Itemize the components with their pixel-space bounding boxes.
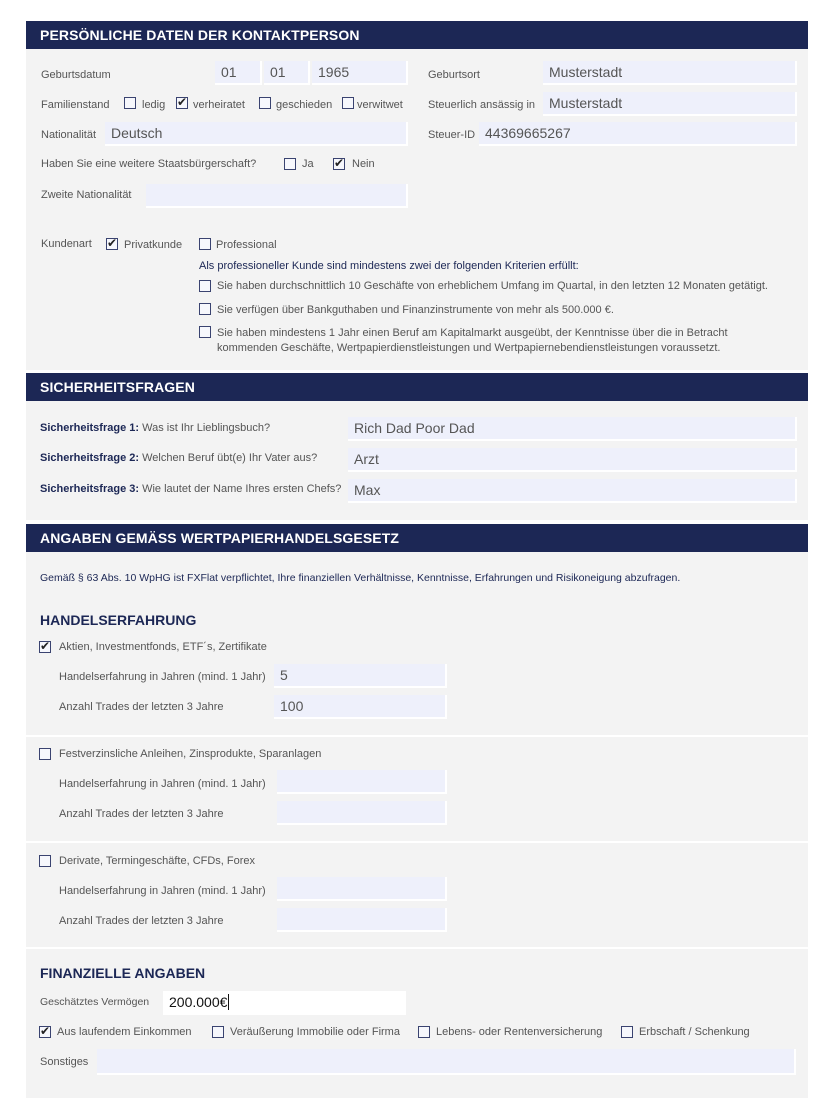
wphg-panel [26,552,808,1098]
marital-geschieden-checkbox[interactable] [259,97,271,109]
criterion-2-text: Sie verfügen über Bankguthaben und Finanzinstrumente von mehr als 500.000 €. [217,304,614,316]
customer-professional-checkbox[interactable] [199,238,211,250]
experience-stocks-checkbox[interactable] [39,641,51,653]
experience-derivatives-years-label: Handelserfahrung in Jahren (mind. 1 Jahr) [59,885,266,897]
section-header-personal: PERSÖNLICHE DATEN DER KONTAKTPERSON [26,21,808,49]
security-question-3 [40,482,341,496]
marital-verheiratet-checkbox[interactable] [176,97,188,109]
second-citizenship-yes-label: Ja [302,158,314,170]
marital-verheiratet-label: verheiratet [193,99,245,111]
source-inheritance-checkbox[interactable] [621,1026,633,1038]
source-insurance-checkbox[interactable] [418,1026,430,1038]
security-question-3-label: Sicherheitsfrage 3: [40,483,140,495]
wealth-input[interactable] [163,991,406,1015]
birthplace-input[interactable]: Musterstadt [543,61,797,85]
experience-stocks-years-label: Handelserfahrung in Jahren (mind. 1 Jahr) [59,671,266,683]
experience-bonds-label: Festverzinsliche Anleihen, Zinsprodukte, Sparanlagen [59,748,322,760]
second-nationality-label: Zweite Nationalität [41,189,132,201]
security-answer-2-input[interactable]: Arzt [348,448,797,472]
source-property-checkbox[interactable] [212,1026,224,1038]
experience-bonds-years-input[interactable] [277,770,447,794]
birth-year-input[interactable]: 1965 [312,61,408,85]
criterion-3-checkbox[interactable] [199,326,211,338]
experience-derivatives-trades-label: Anzahl Trades der letzten 3 Jahre [59,915,224,927]
security-question-2 [40,451,317,465]
marital-status-label: Familienstand [41,99,110,111]
security-question-1-label: Sicherheitsfrage 1: [40,422,140,434]
birthplace-label: Geburtsort [428,69,480,81]
customer-professional-label: Professional [216,239,277,251]
nationality-label: Nationalität [41,129,97,141]
experience-stocks-trades-input[interactable]: 100 [274,695,447,719]
other-input[interactable] [97,1049,796,1075]
marital-verwitwet-label: verwitwet [357,99,403,111]
experience-bonds-trades-label: Anzahl Trades der letzten 3 Jahre [59,808,224,820]
tax-id-input[interactable]: 44369665267 [479,122,797,146]
experience-bonds-trades-input[interactable] [277,801,447,825]
source-inheritance-label: Erbschaft / Schenkung [639,1026,750,1038]
security-answer-1-input[interactable]: Rich Dad Poor Dad [348,417,797,441]
experience-derivatives-trades-input[interactable] [277,908,447,932]
nationality-input[interactable]: Deutsch [105,122,408,146]
wealth-value: 200.000€ [169,994,228,1010]
marital-ledig-checkbox[interactable] [124,97,136,109]
section-header-wphg: ANGABEN GEMÄSS WERTPAPIERHANDELSGESETZ [26,524,808,552]
professional-intro: Als professioneller Kunde sind mindestens zwei der folgenden Kriterien erfüllt: [199,260,579,272]
birth-day-input[interactable]: 01 [215,61,262,85]
source-income-label: Aus laufendem Einkommen [57,1026,192,1038]
group-divider [26,947,808,949]
criterion-1-text: Sie haben durchschnittlich 10 Geschäfte von erheblichem Umfang im Quartal, in den letzten 12 Monaten getätigt. [217,280,768,292]
customer-private-checkbox[interactable] [106,238,118,250]
other-label: Sonstiges [40,1056,89,1068]
experience-stocks-trades-label: Anzahl Trades der letzten 3 Jahre [59,701,224,713]
security-answer-3-input[interactable]: Max [348,479,797,503]
marital-geschieden-label: geschieden [276,99,333,111]
experience-stocks-years-input[interactable]: 5 [274,664,447,688]
experience-bonds-checkbox[interactable] [39,748,51,760]
security-question-2-label: Sicherheitsfrage 2: [40,452,140,464]
marital-ledig-label: ledig [142,99,166,111]
source-property-label: Veräußerung Immobilie oder Firma [230,1026,400,1038]
customer-type-label: Kundenart [41,238,92,250]
criterion-1-checkbox[interactable] [199,280,211,292]
criterion-3-text-line2: kommenden Geschäfte, Wertpapierdienstleistungen und Wertpapiernebendienstleistungen voraussetzt. [217,342,721,354]
source-insurance-label: Lebens- oder Rentenversicherung [436,1026,603,1038]
text-cursor [228,994,229,1010]
security-question-2-text: Welchen Beruf übt(e) Ihr Vater aus? [142,452,318,464]
experience-derivatives-label: Derivate, Termingeschäfte, CFDs, Forex [59,855,256,867]
experience-derivatives-checkbox[interactable] [39,855,51,867]
tax-id-label: Steuer-ID [428,129,476,141]
experience-derivatives-years-input[interactable] [277,877,447,901]
second-citizenship-yes-checkbox[interactable] [284,158,296,170]
section-header-security: SICHERHEITSFRAGEN [26,373,808,401]
security-question-1-text: Was ist Ihr Lieblingsbuch? [142,422,271,434]
security-question-1 [40,421,270,435]
second-citizenship-no-checkbox[interactable] [333,158,345,170]
tax-resident-input[interactable]: Musterstadt [543,92,797,116]
criterion-2-checkbox[interactable] [199,303,211,315]
second-nationality-input[interactable] [146,184,408,208]
security-question-3-text: Wie lautet der Name Ihres ersten Chefs? [142,483,342,495]
group-divider [26,735,808,737]
birth-month-input[interactable]: 01 [264,61,310,85]
criterion-3-text-line1: Sie haben mindestens 1 Jahr einen Beruf am Kapitalmarkt ausgeübt, der Kenntnisse über die in Betracht [217,327,728,339]
trading-experience-title: HANDELSERFAHRUNG [40,612,197,628]
group-divider [26,841,808,843]
marital-verwitwet-checkbox[interactable] [342,97,354,109]
wphg-intro: Gemäß § 63 Abs. 10 WpHG ist FXFlat verpflichtet, Ihre finanziellen Verhältnisse, Kenntnisse, Erfahrungen und Risikoneigung abzufragen. [40,572,681,584]
second-citizenship-question: Haben Sie eine weitere Staatsbürgerschaft? [41,158,257,170]
customer-private-label: Privatkunde [124,239,183,251]
source-income-checkbox[interactable] [39,1026,51,1038]
experience-stocks-label: Aktien, Investmentfonds, ETF´s, Zertifikate [59,641,267,653]
financial-title: FINANZIELLE ANGABEN [40,965,206,981]
tax-resident-label: Steuerlich ansässig in [428,99,536,111]
second-citizenship-no-label: Nein [352,158,375,170]
birthdate-label: Geburtsdatum [41,69,111,81]
experience-bonds-years-label: Handelserfahrung in Jahren (mind. 1 Jahr) [59,778,266,790]
wealth-label: Geschätztes Vermögen [40,996,150,1008]
